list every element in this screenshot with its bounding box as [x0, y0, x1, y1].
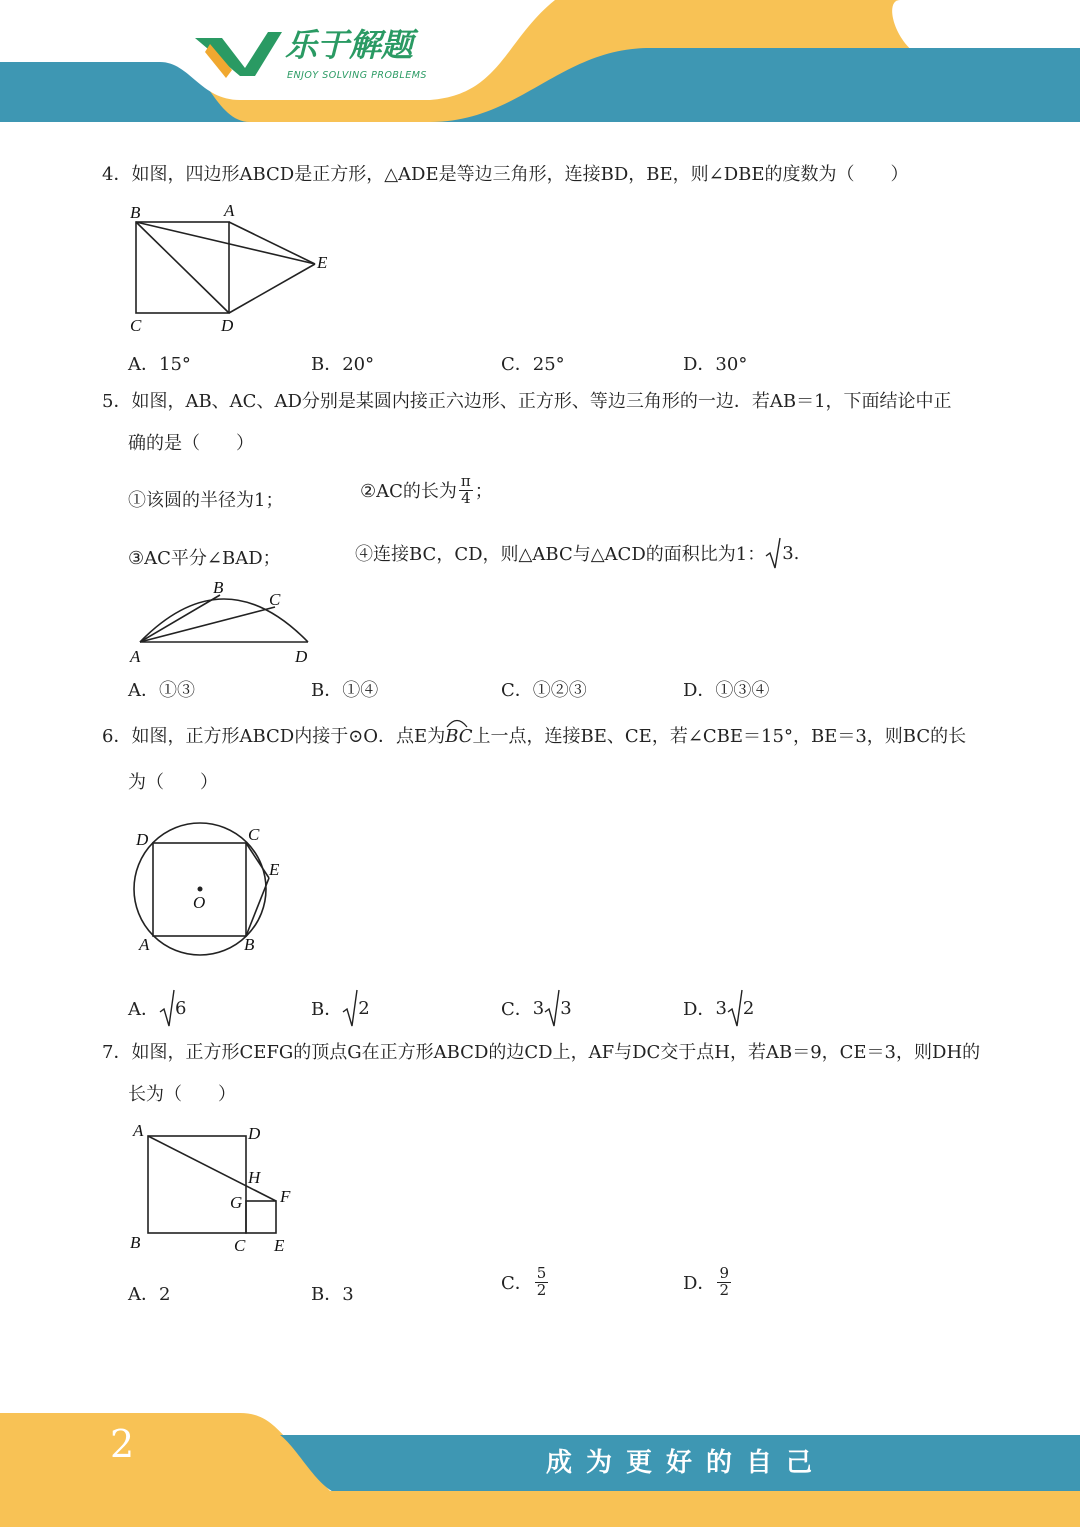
q5-figure	[120, 574, 330, 669]
page-number: 2	[110, 1422, 135, 1466]
denominator: 2	[719, 1280, 729, 1299]
q4-option-a[interactable]: A．15°	[128, 354, 191, 375]
label-C: C	[269, 590, 281, 609]
q5-c2-end: ；	[474, 481, 493, 503]
q7-option-c[interactable]	[501, 1266, 550, 1299]
option-value: 3	[342, 1284, 354, 1305]
sqrt-sign	[159, 988, 175, 1028]
radicand: 2	[742, 997, 755, 1019]
label-O: O	[193, 893, 206, 912]
brand-name: 乐于解题	[285, 26, 414, 64]
q5-stem-line1: 5．如图，AB、AC、AD分别是某圆内接正六边形、正方形、等边三角形的一边．若AB＝1，下面结论中正	[102, 391, 952, 412]
option-letter: B．	[311, 999, 343, 1020]
label-B: B	[213, 578, 224, 597]
numerator: 9	[719, 1264, 729, 1282]
q4-stem: 4．如图，四边形ABCD是正方形，△ADE是等边三角形，连接BD，BE，则∠DBE的度数为（ ）	[102, 164, 909, 185]
q5-conclusion-3: ③AC平分∠BAD；	[128, 548, 281, 569]
label-D: D	[221, 316, 234, 335]
option-value: 2	[159, 1284, 171, 1305]
option-letter: D．	[683, 999, 716, 1020]
q7-option-d[interactable]	[683, 1266, 733, 1299]
denominator: 2	[536, 1280, 547, 1299]
q5-c4-end: .	[793, 542, 800, 564]
fraction	[717, 1266, 731, 1299]
label-D: D	[136, 830, 149, 849]
label-C: C	[234, 1236, 246, 1255]
q7-stem-line2: 长为（ ）	[128, 1084, 236, 1105]
q4-option-c[interactable]: C．25°	[501, 354, 565, 375]
coefficient: 3	[532, 997, 545, 1019]
label-B: B	[244, 935, 255, 954]
option-letter: A．	[128, 1284, 159, 1305]
q6-option-d[interactable]	[683, 988, 754, 1028]
option-letter: C．	[501, 999, 533, 1020]
header-banner	[0, 0, 1080, 130]
sqrt-sign	[342, 988, 358, 1028]
q5-conclusion-4	[355, 536, 799, 570]
numerator: 5	[536, 1264, 547, 1282]
q5-c2-fraction	[459, 474, 473, 507]
label-F: F	[280, 1187, 291, 1206]
q6-stem-end: 上一点，连接BE、CE，若∠CBE＝15°，BE＝3，则BC的长	[472, 726, 967, 747]
q7-figure	[120, 1118, 310, 1263]
label-A: A	[139, 935, 150, 954]
arc-mark	[446, 718, 468, 728]
label-A: A	[133, 1121, 144, 1140]
q6-stem-line1	[102, 720, 966, 754]
q5-c4-radicand: 3	[782, 542, 794, 564]
sqrt-sign	[544, 988, 560, 1028]
q4-figure	[120, 198, 350, 338]
q4-option-d[interactable]: D．30°	[683, 354, 748, 375]
q6-option-b[interactable]	[311, 988, 370, 1028]
radicand: 2	[358, 997, 370, 1019]
q5-option-b[interactable]: B．①④	[311, 680, 379, 701]
option-letter: A．	[128, 999, 159, 1020]
option-letter: C．	[501, 1273, 533, 1295]
label-H: H	[248, 1168, 261, 1187]
q6-option-c[interactable]	[501, 988, 572, 1028]
label-C: C	[248, 825, 260, 844]
label-E: E	[269, 860, 280, 879]
q4-option-b[interactable]: B．20°	[311, 354, 375, 375]
q5-option-c[interactable]: C．①②③	[501, 680, 587, 701]
option-letter: B．	[311, 1284, 343, 1305]
label-B: B	[130, 1233, 141, 1252]
q5-conclusion-1: ①该圆的半径为1；	[128, 490, 284, 511]
radicand: 3	[560, 997, 572, 1019]
label-A: A	[130, 647, 141, 666]
q5-c2-num: π	[460, 472, 471, 490]
label-E: E	[274, 1236, 285, 1255]
q6-stem-start: 6．如图，正方形ABCD内接于⊙O．点E为	[102, 726, 446, 747]
q7-stem-line1: 7．如图，正方形CEFG的顶点G在正方形ABCD的边CD上，AF与DC交于点H，若AB＝9，CE＝3，则DH的	[102, 1042, 981, 1063]
q7-option-b[interactable]	[311, 1280, 354, 1306]
q6-option-a[interactable]	[128, 988, 186, 1028]
label-G: G	[230, 1193, 243, 1212]
label-C: C	[130, 316, 142, 335]
label-D: D	[248, 1124, 261, 1143]
q7-option-a[interactable]	[128, 1280, 170, 1306]
coefficient: 3	[715, 997, 727, 1019]
footer-banner	[0, 1405, 1080, 1527]
radicand: 6	[175, 997, 187, 1019]
footer-slogan: 成为更好的自己	[546, 1448, 827, 1478]
q6-stem-line2: 为（ ）	[128, 772, 218, 793]
label-D: D	[295, 647, 308, 666]
q5-stem-line2: 确的是（ ）	[128, 433, 254, 454]
q5-option-a[interactable]: A．①③	[128, 680, 195, 701]
q5-c4-text: ④连接BC，CD，则△ABC与△ACD的面积比为1：	[355, 544, 766, 565]
option-letter: D．	[683, 1273, 716, 1295]
q5-c2-text: ②AC的长为	[360, 481, 457, 503]
q5-option-d[interactable]: D．①③④	[683, 680, 770, 701]
sqrt-sign	[727, 988, 743, 1028]
fraction	[535, 1266, 549, 1299]
label-B: B	[130, 203, 141, 222]
q5-c2-den: 4	[461, 488, 471, 507]
sqrt-sign	[765, 536, 781, 570]
brand-tagline: ENJOY SOLVING PROBLEMS	[287, 70, 427, 81]
q6-arc-bc	[445, 720, 472, 754]
q6-arc-text: BC	[445, 726, 473, 747]
q5-conclusion-2	[360, 474, 493, 507]
q6-figure	[120, 818, 295, 963]
label-E: E	[317, 253, 328, 272]
label-A: A	[224, 201, 235, 220]
